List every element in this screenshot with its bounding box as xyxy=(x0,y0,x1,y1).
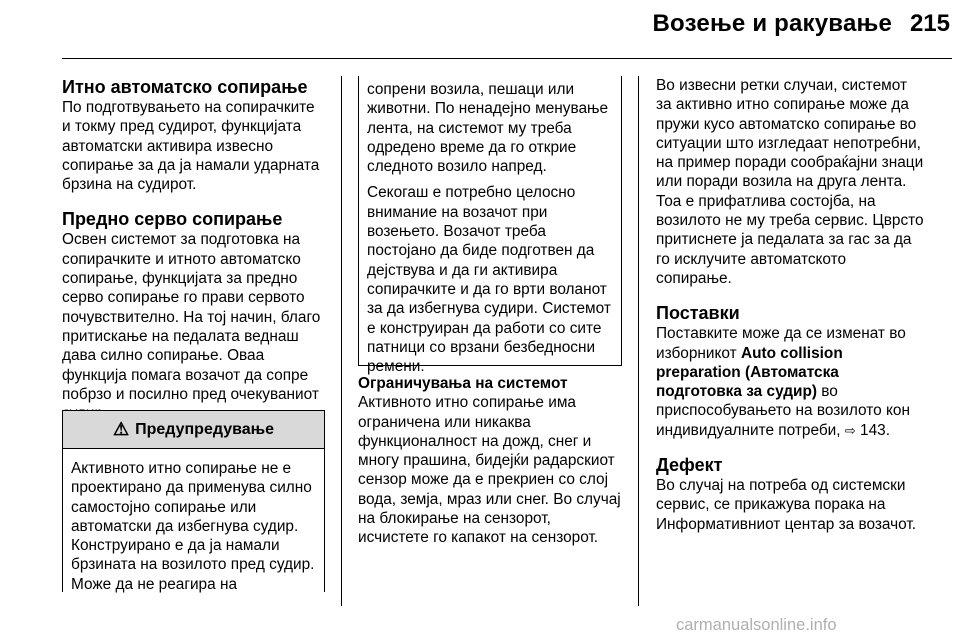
paragraph-rare-cases: Во извесни ретки случаи, системот за активно итно сопирање може да пружи кусо автоматско сопирање во ситуации што изгледаат непотребни, на пример поради сообраќајни знаци или поради возила на друга лента. Тоа е прифатлива состојба, на возилото не му треба сервис. Цврсто притиснете ја педалата за гас за да го исклучите автоматското сопирање. xyxy=(656,77,924,287)
settings-menu-name: Auto collision preparation (Автоматска подготовка за судир) xyxy=(656,344,843,401)
column-divider-2 xyxy=(638,76,639,606)
section-heading-settings: Поставки xyxy=(656,303,740,324)
paragraph-system-limits: Активното итно сопирање има ограничена или никаква функционалност на дожд, снег и многу прашина, бидејќи радарскиот сензор може да е прекриен со слој вода, земја, мраз или снег. Во случај на блокирање на сензорот, исчистете го капакот на сензорот. xyxy=(358,394,621,547)
section-heading-emergency-braking: Итно автоматско сопирање xyxy=(62,77,308,97)
section-heading-system-limits: Ограничувања на системот xyxy=(358,375,568,392)
page-number: 215 xyxy=(909,10,950,37)
column-3 xyxy=(656,76,924,534)
warning-continued-paragraph-2: Секогаш е потребно целосно внимание на возачот при возењето. Возачот треба постојано да биде подготвен да дејствува и да ги активира сопирачките и да го врти воланот за да избегнува судири. Системот е конструиран да работи со сите патници со врзани безбедносни ремени. xyxy=(367,184,611,376)
watermark: carmanualsonline.info xyxy=(676,616,837,634)
header-divider xyxy=(62,58,952,59)
warning-title: Предупредување xyxy=(135,420,275,438)
settings-text-post: во приспособувањето на возилото кон индивидуалните потреби, xyxy=(656,383,910,439)
column-1 xyxy=(62,76,325,423)
settings-page-reference: 143. xyxy=(855,421,890,439)
paragraph-fault: Во случај на потреба од системски сервис, се прикажува порака на Информативниот центар за возачот. xyxy=(656,477,917,533)
column-divider-1 xyxy=(341,76,342,606)
paragraph-emergency-braking: По подготвувањето на сопирачките и токму пред судирот, функцијата автоматски активира извесно сопирање за да ја намали ударната брзина на судирот. xyxy=(62,99,320,194)
section-heading-front-servo: Предно серво сопирање xyxy=(62,209,283,230)
section-heading-fault: Дефект xyxy=(656,455,723,476)
settings-text-pre: Поставките може да се изменат во изборникот xyxy=(656,325,906,362)
paragraph-settings xyxy=(656,324,924,440)
column-2-lower xyxy=(358,374,622,548)
warning-box xyxy=(62,410,325,592)
warning-continued-paragraph-1: сопрени возила, пешаци или животни. По ненадејно менување лента, на системот му треба одредено време да го открие следното возило напред. xyxy=(367,81,609,176)
warning-header xyxy=(63,411,324,449)
page-reference-arrow-icon: ⇨ xyxy=(844,422,856,438)
warning-triangle-icon: ⚠ xyxy=(112,419,130,439)
paragraph-front-servo: Освен системот за подготовка на сопирачките и итното автоматско сопирање, функцијата за предно серво сопирање го прави сервото почувствително. На тој начин, благо притискање на педалата веднаш дава силно сопирање. Оваа функција помага возачот да сопре побрзо и посилно пред очекуваниот xyxy=(62,231,321,403)
page-header-title: Возење и ракување xyxy=(652,10,892,37)
warning-box-continued xyxy=(358,76,622,376)
warning-text: Активното итно сопирање не е проектирано да применува силно самостојно сопирање или автоматски да избегнува судир. Конструирано е да ја намали брзината на возилото пред судир. Може да не реагира на xyxy=(71,460,315,593)
